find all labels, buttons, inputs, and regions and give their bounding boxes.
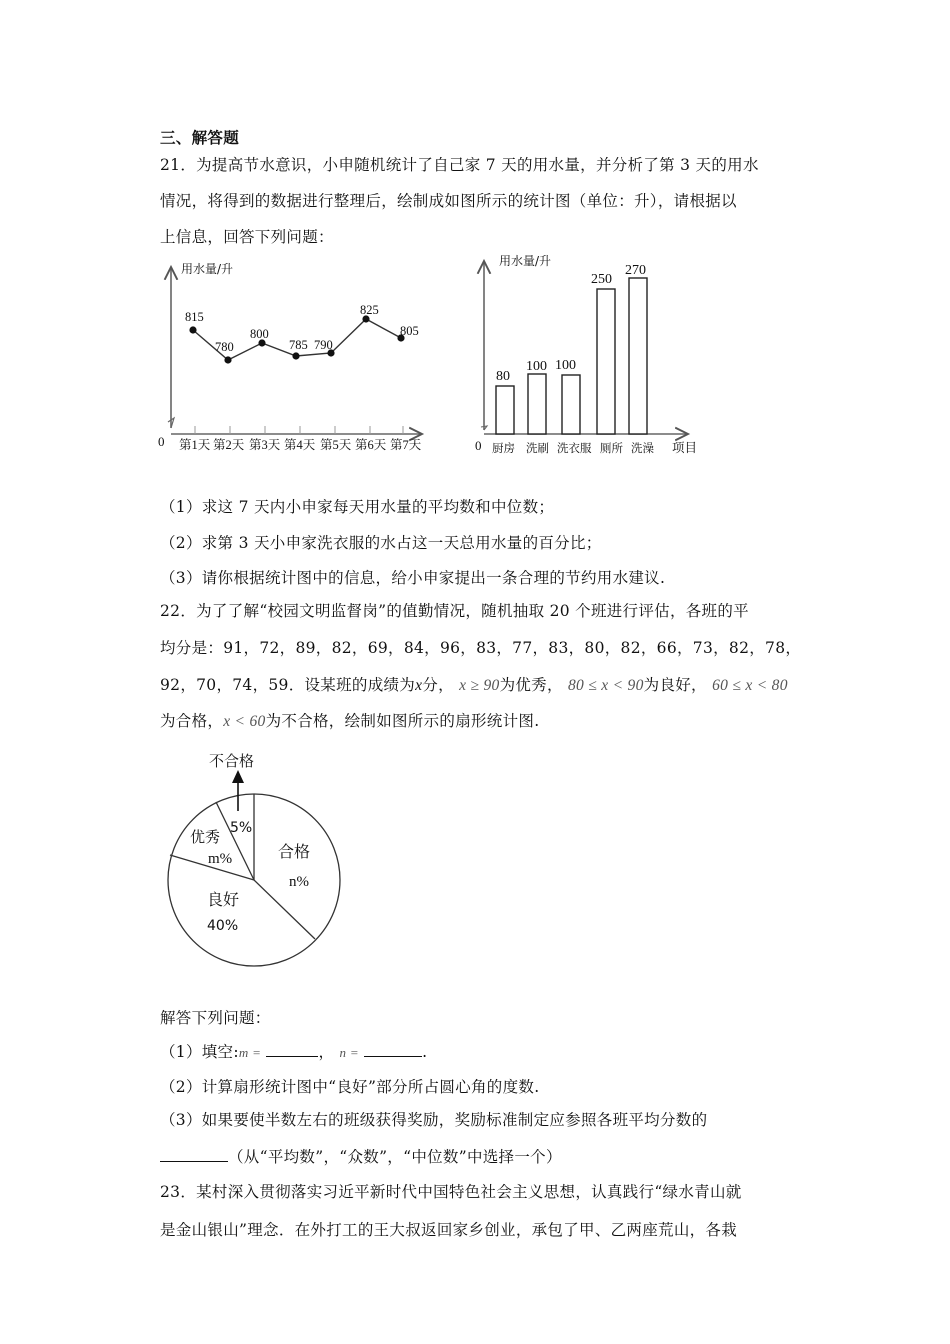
x-tick-label: 第7天 [390, 438, 422, 452]
x-tick-label: 洗刷 [526, 443, 549, 455]
data-label: 805 [400, 324, 419, 338]
bar-value-label: 100 [526, 359, 547, 374]
data-label: 825 [360, 303, 379, 317]
x-tick-label: 厨房 [492, 443, 515, 455]
data-label: 800 [250, 327, 269, 341]
section-heading: 三、解答题 [160, 128, 240, 147]
data-label: 785 [289, 338, 308, 352]
x-tick-label: 厕所 [600, 443, 623, 455]
q21-line-1: 21．为提高节水意识，小申随机统计了自己家 7 天的用水量，并分析了第 3 天的用水 [160, 156, 759, 174]
data-point [224, 356, 231, 363]
pie-label-good: 良好 [207, 890, 240, 909]
q22-line-2: 均分是：91，72，89，82，69，84，96，83，77，83，80，82，66，73，82，78， [160, 639, 802, 657]
bar-value-label: 270 [625, 263, 646, 278]
data-label: 780 [215, 340, 234, 354]
pie-value-pass: n% [289, 874, 309, 890]
bar-bathing [629, 278, 647, 434]
daily-water-line-chart [150, 250, 440, 460]
data-label: 815 [185, 310, 204, 324]
pie-value-excellent: m% [208, 851, 233, 867]
bar-value-label: 250 [591, 272, 612, 287]
pie-value-fail: 5% [230, 820, 253, 836]
q22-sub-3: （3）如果要使半数左右的班级获得奖励，奖励标准制定应参照各班平均分数的 [160, 1111, 708, 1129]
x-tick-label: 第3天 [249, 438, 281, 452]
y-axis-label: 用水量/升 [181, 262, 234, 276]
q23-line-2: 是金山银山”理念．在外打工的王大叔返回家乡创业，承包了甲、乙两座荒山，各栽 [160, 1221, 738, 1239]
q23-line-1: 23．某村深入贯彻落实习近平新时代中国特色社会主义思想，认真践行“绿水青山就 [160, 1183, 742, 1201]
bar-kitchen [496, 386, 514, 434]
x-tick-label: 洗澡 [631, 443, 654, 455]
q22-line-1: 22．为了了解“校园文明监督岗”的值勤情况，随机抽取 20 个班进行评估，各班的平 [160, 602, 749, 620]
origin-label: 0 [475, 438, 482, 453]
q22-line-3: 92，70，74，59．设某班的成绩为x分， x ≥ 90为优秀， 80 ≤ x < 90为良好， 60 ≤ x < 80 [160, 676, 788, 694]
water-usage-bar-chart [460, 250, 720, 460]
pie-label-pass: 合格 [278, 842, 311, 861]
q21-sub-3: （3）请你根据统计图中的信息，给小申家提出一条合理的节约用水建议. [160, 569, 666, 587]
statistic-answer-blank[interactable] [160, 1147, 228, 1162]
x-axis-label: 项目 [672, 440, 698, 455]
m-answer-blank[interactable] [266, 1042, 318, 1057]
q22-sub-1: （1）填空:m = ， n = . [160, 1043, 428, 1061]
bar-value-label: 100 [555, 358, 576, 373]
x-tick-label: 洗衣服 [557, 443, 592, 455]
n-answer-blank[interactable] [364, 1042, 422, 1057]
q22-sub-3-cont: （从“平均数”，“众数”，“中位数”中选择一个） [160, 1145, 562, 1167]
q21-line-2: 情况，将得到的数据进行整理后，绘制成如图所示的统计图（单位：升），请根据以 [160, 192, 737, 210]
bar-brushing [528, 374, 546, 434]
x-tick-label: 第5天 [320, 438, 352, 452]
data-point [292, 352, 299, 359]
x-tick-label: 第2天 [213, 438, 245, 452]
pie-label-fail: 不合格 [209, 752, 255, 770]
q21-sub-2: （2）求第 3 天小申家洗衣服的水占这一天总用水量的百分比； [160, 534, 602, 552]
origin-label: 0 [158, 434, 165, 449]
x-tick-label: 第1天 [179, 438, 211, 452]
q22-answer-intro: 解答下列问题： [160, 1009, 271, 1027]
x-tick-label: 第4天 [284, 438, 316, 452]
data-point [189, 326, 196, 333]
pie-value-good: 40% [207, 918, 239, 934]
q22-sub-2: （2）计算扇形统计图中“良好”部分所占圆心角的度数. [160, 1078, 540, 1096]
q22-line-4: 为合格，x < 60为不合格，绘制如图所示的扇形统计图. [160, 712, 540, 730]
x-tick-label: 第6天 [355, 438, 387, 452]
bar-laundry [562, 375, 580, 434]
y-axis-label: 用水量/升 [499, 254, 552, 268]
q21-line-3: 上信息，回答下列问题： [160, 228, 334, 246]
grade-pie-chart [160, 745, 350, 975]
arrow-up-icon [232, 770, 244, 783]
bar-toilet [597, 289, 615, 434]
data-label: 790 [314, 338, 333, 352]
pie-label-excellent: 优秀 [190, 828, 221, 846]
q21-sub-1: （1）求这 7 天内小申家每天用水量的平均数和中位数； [160, 498, 555, 516]
bar-value-label: 80 [496, 369, 510, 384]
